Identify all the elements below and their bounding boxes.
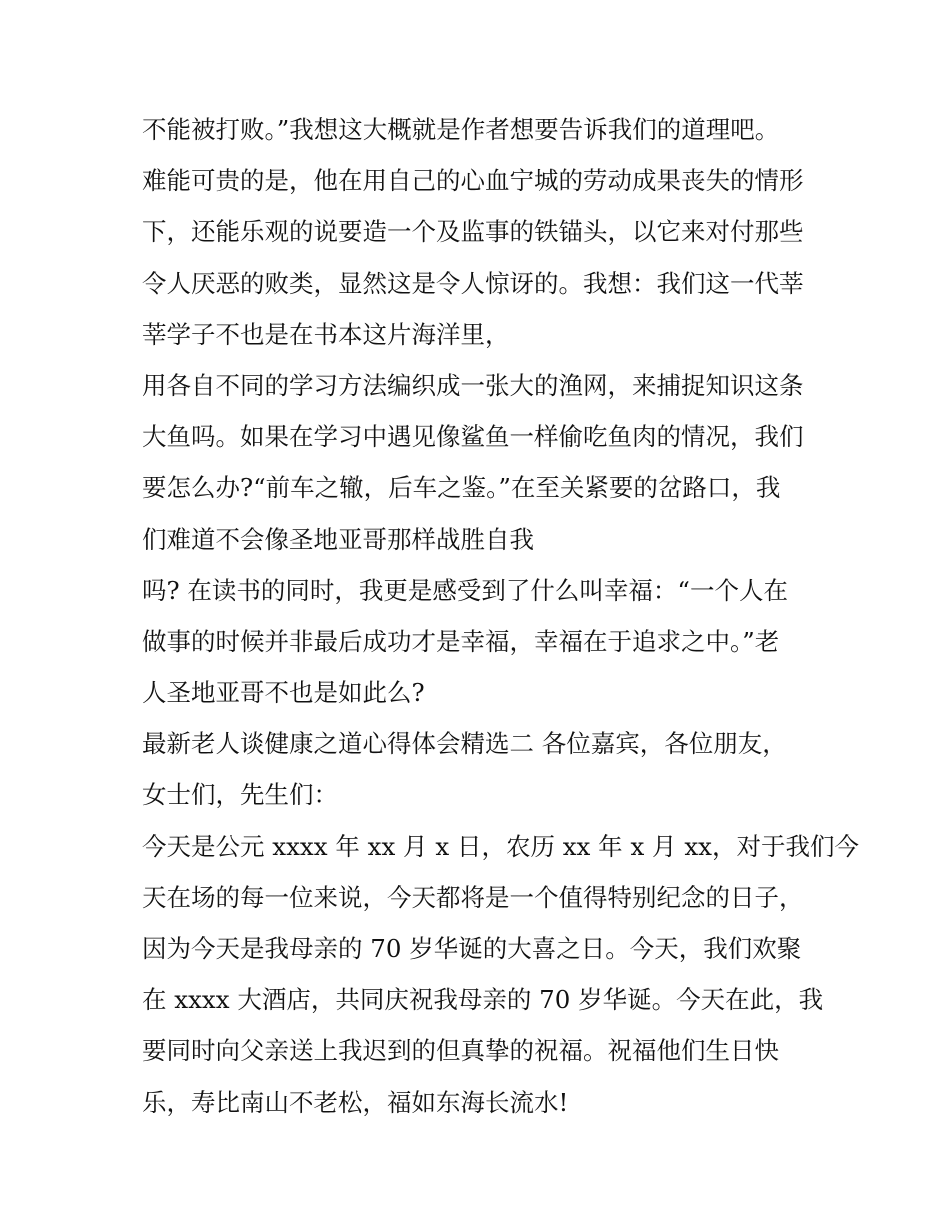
body-text (142, 104, 859, 1128)
text-line: 因为今天是我母亲的 70 岁华诞的大喜之日。今天，我们欢聚 (142, 934, 802, 963)
text-line: 难能可贵的是，他在用自己的心血宁城的劳动成果丧失的情形 (142, 166, 804, 196)
text-line: 下，还能乐观的说要造一个及监事的铁锚头，以它来对付那些 (142, 217, 804, 247)
text-line: 要怎么办?“前车之辙，后车之鉴。”在至关紧要的岔路口，我 (142, 473, 781, 503)
text-line: 做事的时候并非最后成功才是幸福，幸福在于追求之中。”老 (142, 626, 780, 656)
text-line: 乐，寿比南山不老松，福如东海长流水! (142, 1087, 569, 1117)
text-line: 天在场的每一位来说，今天都将是一个值得特别纪念的日子， (142, 882, 804, 912)
text-line: 女士们，先生们： (142, 780, 338, 810)
text-line: 最新老人谈健康之道心得体会精选二 各位嘉宾，各位朋友， (142, 729, 787, 759)
text-line: 人圣地亚哥不也是如此么? (142, 678, 425, 708)
text-line: 不能被打败。”我想这大概就是作者想要告诉我们的道理吧。 (142, 115, 780, 144)
text-line: 们难道不会像圣地亚哥那样战胜自我 (142, 524, 534, 554)
text-line: 今天是公元 xxxx 年 xx 月 x 日，农历 xx 年 x 月 xx，对于我们今 (142, 831, 859, 861)
text-line: 要同时向父亲送上我迟到的但真挚的祝福。祝福他们生日快 (142, 1036, 779, 1066)
text-line: 在 xxxx 大酒店，共同庆祝我母亲的 70 岁华诞。今天在此，我 (142, 985, 824, 1015)
text-line: 令人厌恶的败类，显然这是令人惊讶的。我想：我们这一代莘 (142, 268, 804, 298)
text-line: 莘学子不也是在书本这片海洋里， (142, 319, 510, 349)
text-line: 大鱼吗。如果在学习中遇见像鲨鱼一样偷吃鱼肉的情况，我们 (142, 422, 804, 452)
text-line: 吗? 在读书的同时，我更是感受到了什么叫幸福：“一个人在 (142, 575, 788, 605)
text-line: 用各自不同的学习方法编织成一张大的渔网，来捕捉知识这条 (142, 370, 804, 400)
